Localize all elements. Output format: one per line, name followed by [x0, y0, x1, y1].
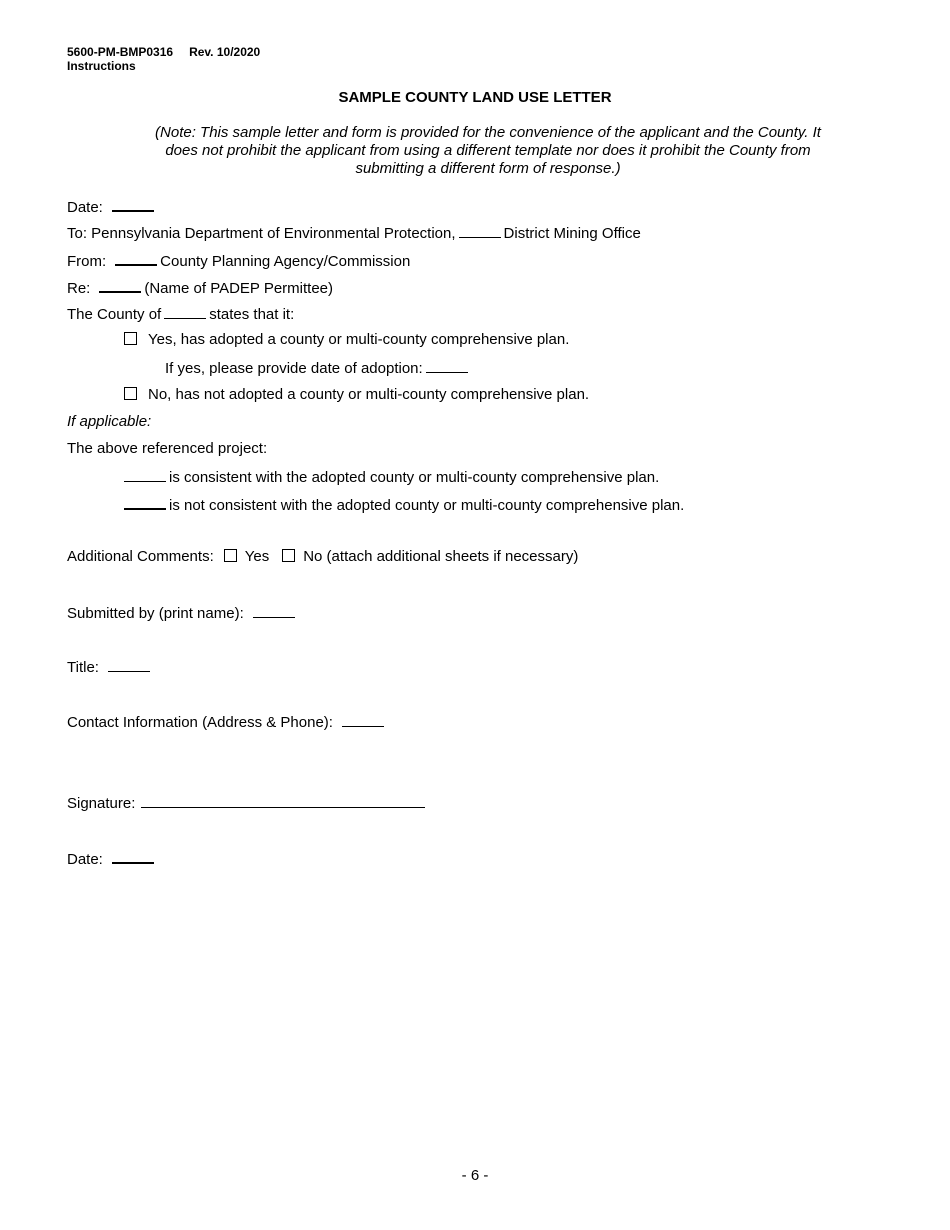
- page-number: - 6 -: [461, 1167, 489, 1184]
- comments-no-checkbox[interactable]: [282, 549, 295, 562]
- consistent-label: is consistent with the adopted county or multi-county comprehensive plan.: [169, 469, 660, 486]
- to-row: [67, 223, 641, 242]
- re-suffix: (Name of PADEP Permittee): [144, 280, 334, 297]
- plan-yes-label: Yes, has adopted a county or multi-county comprehensive plan.: [148, 331, 570, 348]
- comments-yes-checkbox[interactable]: [224, 549, 237, 562]
- to-suffix: District Mining Office: [503, 225, 641, 242]
- revision: Rev. 10/2020: [189, 45, 261, 59]
- form-code-header: [67, 45, 260, 59]
- re-row: [67, 277, 333, 297]
- date-label: Date:: [67, 199, 103, 216]
- permittee-field[interactable]: [99, 277, 141, 293]
- from-suffix: County Planning Agency/Commission: [160, 253, 411, 270]
- plan-no-label: No, has not adopted a county or multi-county comprehensive plan.: [148, 386, 590, 403]
- county-name-field[interactable]: [164, 304, 206, 319]
- from-label: From:: [67, 253, 107, 270]
- contact-row: [67, 712, 387, 731]
- county-row: [67, 304, 294, 323]
- comments-label: Additional Comments:: [67, 548, 214, 565]
- additional-comments-row: [67, 548, 578, 565]
- county-prefix: The County of: [67, 306, 162, 323]
- project-label: The above referenced project:: [67, 440, 268, 457]
- consistent-field[interactable]: [124, 467, 166, 482]
- signature-row: [67, 793, 425, 812]
- plan-yes-checkbox[interactable]: [124, 332, 137, 345]
- not-consistent-label: is not consistent with the adopted county or multi-county comprehensive plan.: [169, 497, 685, 514]
- adoption-date-label: If yes, please provide date of adoption:: [165, 360, 423, 377]
- signature-line[interactable]: [141, 793, 425, 808]
- district-field[interactable]: [459, 223, 501, 238]
- section-label: Instructions: [67, 59, 136, 73]
- adoption-date-field[interactable]: [426, 358, 468, 373]
- plan-no-option: [124, 386, 589, 403]
- submitted-by-label: Submitted by (print name):: [67, 605, 244, 622]
- comments-no-label: No (attach additional sheets if necessary): [303, 548, 579, 565]
- re-label: Re:: [67, 280, 91, 297]
- not-consistent-row: [121, 494, 684, 514]
- page-title: SAMPLE COUNTY LAND USE LETTER: [338, 89, 612, 106]
- county-agency-field[interactable]: [115, 250, 157, 266]
- plan-yes-option: [124, 331, 569, 348]
- if-applicable-heading: If applicable:: [67, 413, 152, 430]
- consistent-row: [121, 467, 659, 486]
- signature-date-row: [67, 848, 157, 868]
- signature-label: Signature:: [67, 795, 136, 812]
- form-code: 5600-PM-BMP0316: [67, 45, 174, 59]
- title-label: Title:: [67, 659, 99, 676]
- note-paragraph: (Note: This sample letter and form is provided for the convenience of the applicant and the County. It does not prohibit the applicant from using a different template nor does it prohibit the County from submitting a different form of response.): [155, 124, 821, 177]
- submitted-by-field[interactable]: [253, 603, 295, 618]
- signature-date-label: Date:: [67, 851, 103, 868]
- date-row: [67, 196, 157, 216]
- signature-date-field[interactable]: [112, 848, 154, 864]
- adoption-date-row: [165, 358, 471, 377]
- county-suffix: states that it:: [209, 306, 295, 323]
- submitted-by-row: [67, 603, 298, 622]
- not-consistent-field[interactable]: [124, 494, 166, 510]
- contact-field[interactable]: [342, 712, 384, 727]
- date-field[interactable]: [112, 196, 154, 212]
- from-row: [67, 250, 410, 270]
- contact-label: Contact Information (Address & Phone):: [67, 714, 333, 731]
- plan-no-checkbox[interactable]: [124, 387, 137, 400]
- comments-yes-label: Yes: [244, 548, 270, 565]
- to-label: To: Pennsylvania Department of Environmental Protection,: [67, 225, 456, 242]
- title-field[interactable]: [108, 657, 150, 672]
- title-row: [67, 657, 153, 676]
